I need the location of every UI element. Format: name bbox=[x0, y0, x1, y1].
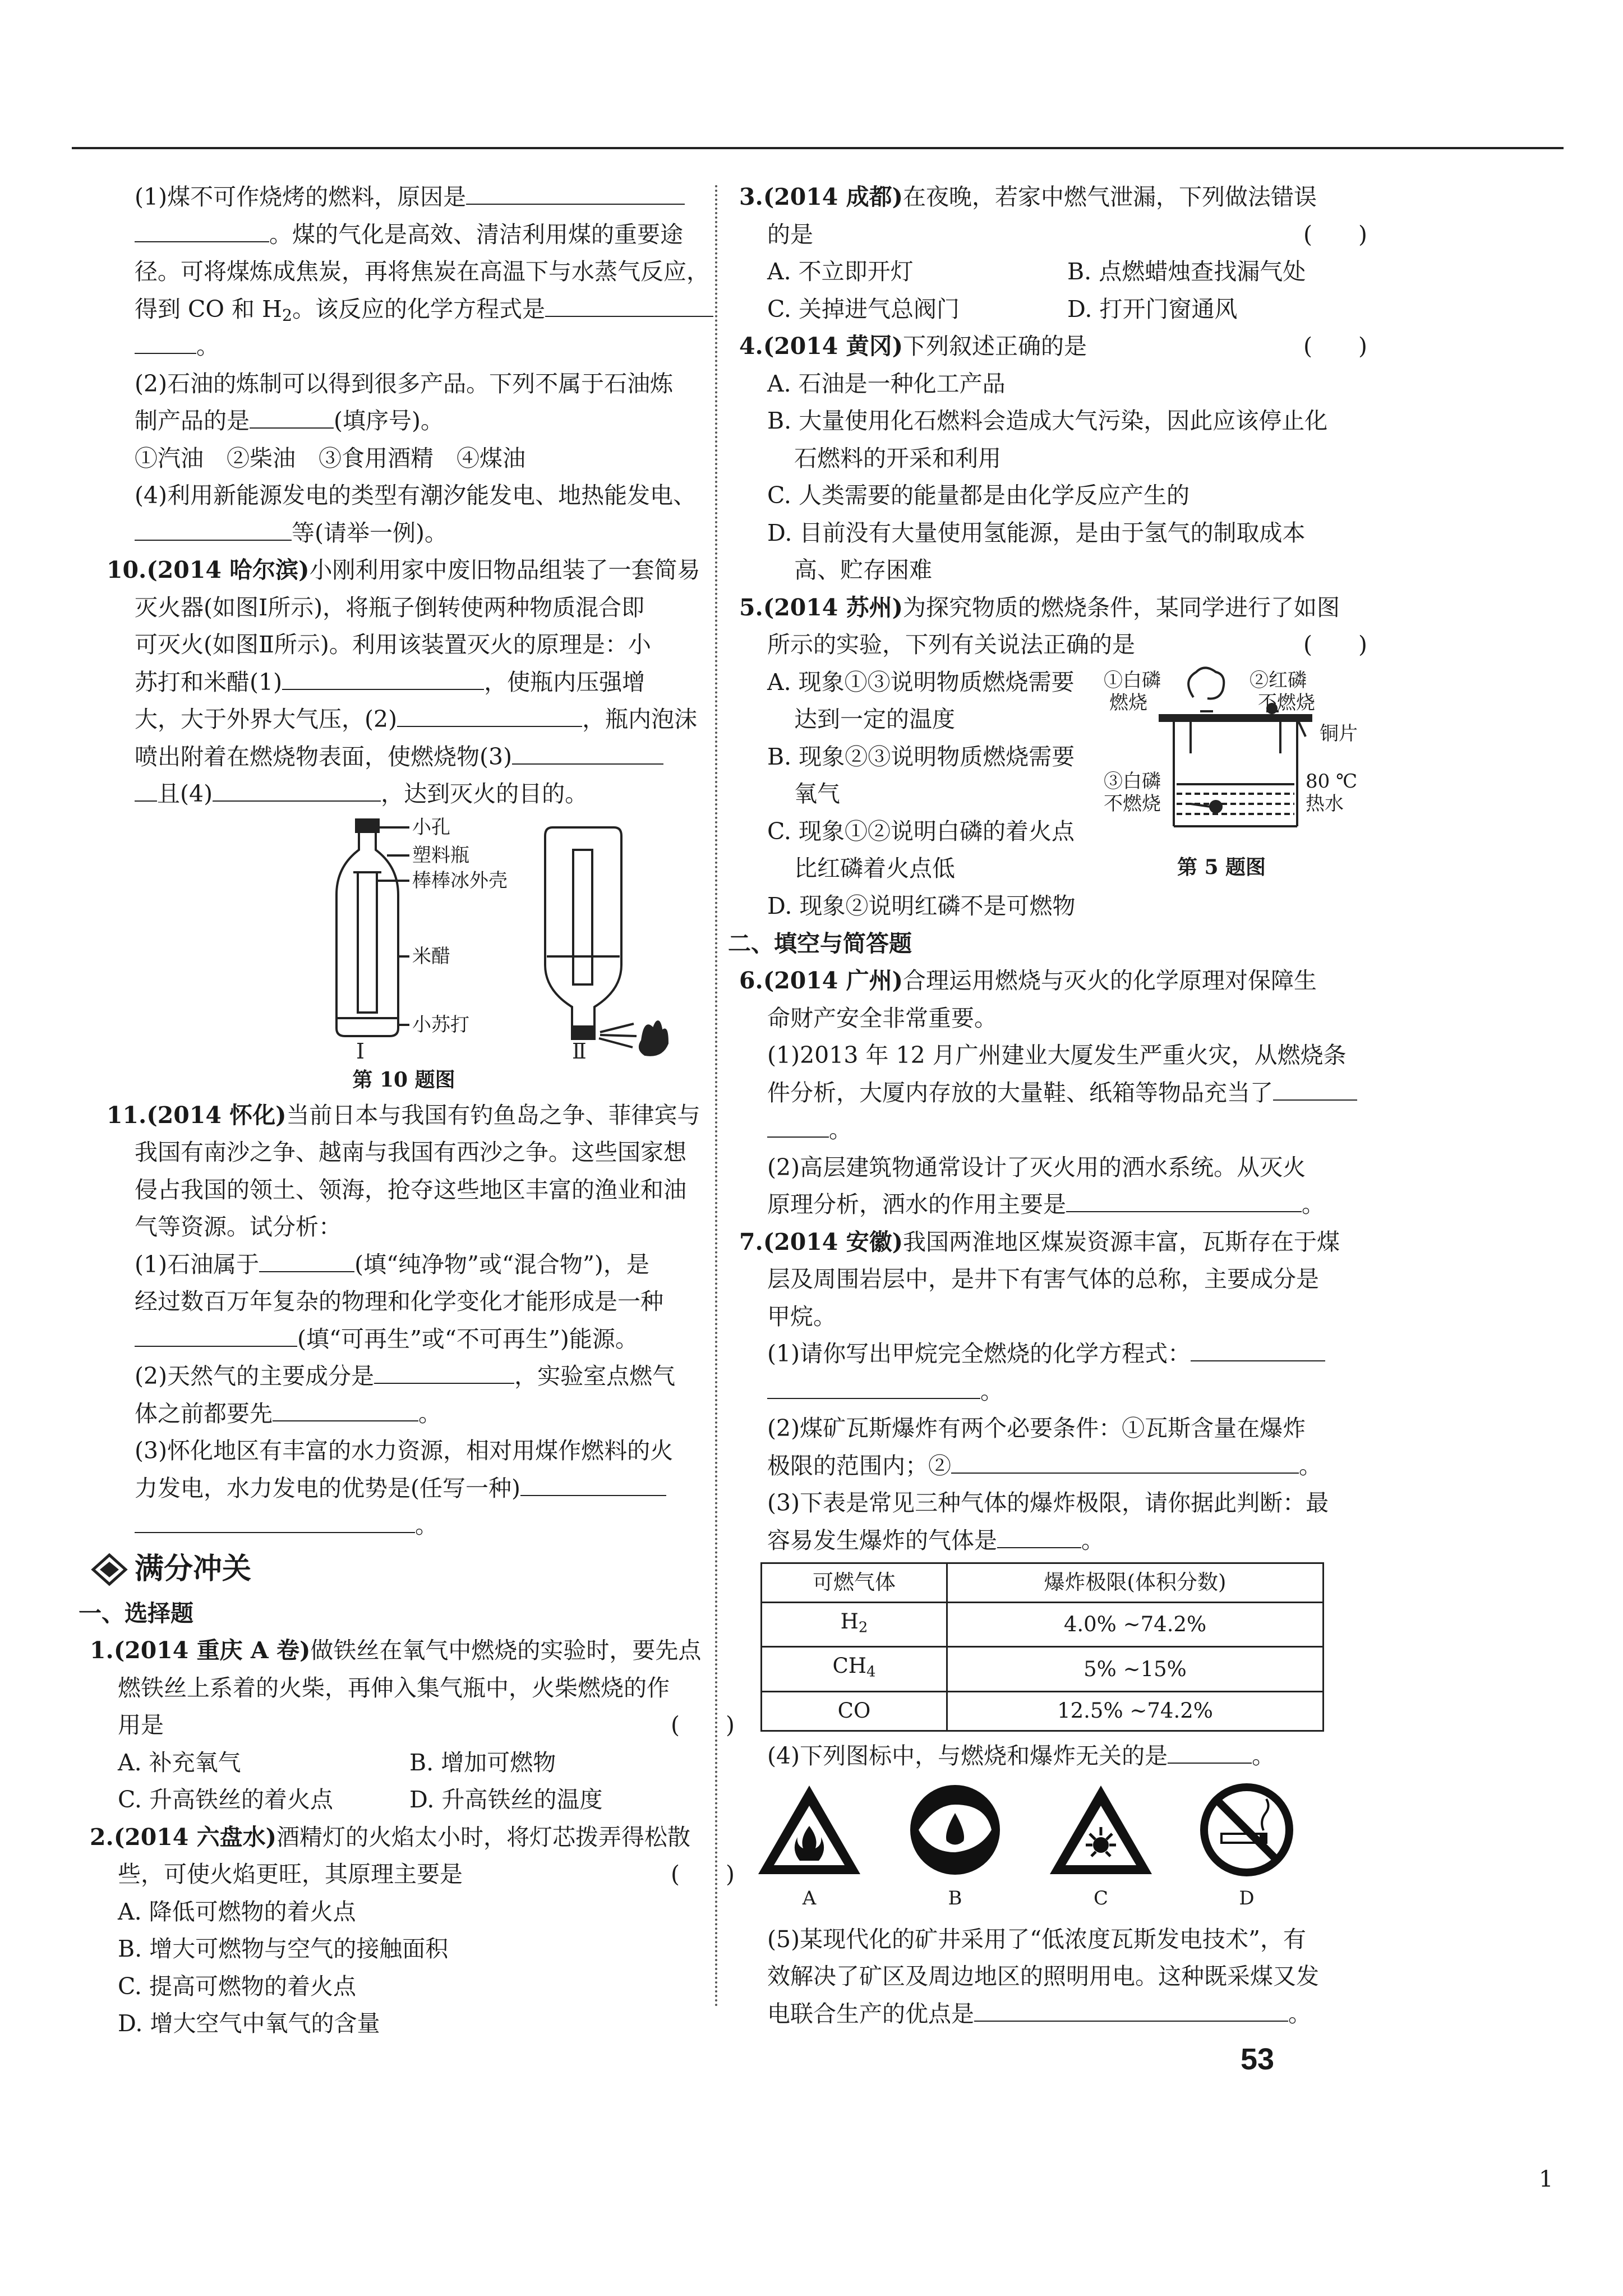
mc2-line: 些，可使火焰更旺，其原理主要是 bbox=[118, 1861, 463, 1888]
question-7 bbox=[739, 1223, 1367, 2033]
answer-blank[interactable] bbox=[273, 1398, 418, 1421]
q7-line: 容易发生爆炸的气体是 bbox=[767, 1526, 997, 1554]
sign-label: A bbox=[802, 1887, 817, 1910]
answer-blank[interactable] bbox=[259, 1249, 354, 1272]
q6-line: (2)高层建筑物通常设计了灭火用的洒水系统。从灭火 bbox=[767, 1153, 1306, 1181]
option-b[interactable]: B. 增加可燃物 bbox=[409, 1749, 556, 1776]
q7-line: 极限的范围内；② bbox=[767, 1452, 951, 1479]
q9-line: (填序号)。 bbox=[334, 407, 444, 434]
figure-10-caption: 第 10 题图 bbox=[352, 1068, 455, 1092]
figure-5-caption: 第 5 题图 bbox=[1177, 855, 1266, 879]
label-not-burning: 不燃烧 bbox=[1104, 792, 1161, 815]
option-b[interactable]: B. 增大可燃物与空气的接触面积 bbox=[118, 1935, 449, 1962]
option-d[interactable]: D. 升高铁丝的温度 bbox=[409, 1786, 603, 1813]
section-heading-choice: 一、选择题 bbox=[79, 1599, 193, 1627]
q11-line: (填“纯净物”或“混合物”)，是 bbox=[354, 1250, 649, 1278]
question-source: (2014 怀化) bbox=[146, 1101, 287, 1129]
label-white-phosphorus-burning: ①白磷 bbox=[1104, 669, 1161, 692]
corner-page-number: 1 bbox=[1539, 2166, 1553, 2192]
option-b-continued: 氧气 bbox=[794, 780, 840, 807]
q6-line: 命财产安全非常重要。 bbox=[767, 1004, 997, 1032]
header-rule bbox=[72, 147, 1564, 149]
question-source: (2014 六盘水) bbox=[113, 1823, 276, 1851]
answer-blank[interactable] bbox=[135, 219, 269, 242]
answer-blank[interactable] bbox=[767, 1114, 829, 1138]
question-number: 2. bbox=[90, 1823, 114, 1851]
figure-label-II: Ⅱ bbox=[572, 1038, 587, 1063]
q11-line: 。 bbox=[418, 1400, 441, 1427]
option-a[interactable]: A. 石油是一种化工产品 bbox=[767, 370, 1006, 397]
section-banner bbox=[90, 1544, 701, 1595]
q7-line: (5)某现代化的矿井采用了“低浓度瓦斯发电技术”，有 bbox=[767, 1925, 1306, 1953]
mc1-line: 做铁丝在氧气中燃烧的实验时，要先点 bbox=[310, 1637, 702, 1664]
answer-paren[interactable]: ( ) bbox=[1303, 631, 1367, 658]
q9-line: (4)利用新能源发电的类型有潮汐能发电、地热能发电、 bbox=[135, 482, 697, 509]
option-b[interactable]: B. 大量使用化石燃料会造成大气污染，因此应该停止化 bbox=[767, 407, 1328, 434]
label-hot-water: 热水 bbox=[1306, 792, 1344, 815]
question-source: (2014 重庆 A 卷) bbox=[113, 1637, 311, 1664]
mc1-line: 燃铁丝上系着的火柴，再伸入集气瓶中，火柴燃烧的作 bbox=[118, 1674, 670, 1701]
q11-line: 经过数百万年复杂的物理和化学变化才能形成是一种 bbox=[135, 1288, 663, 1315]
q10-line: 小刚利用家中废旧物品组装了一套简易 bbox=[309, 556, 700, 583]
q11-line: 我国有南沙之争、越南与我国有西沙之争。这些国家想 bbox=[135, 1139, 686, 1166]
option-d[interactable]: D. 现象②说明红磷不是可燃物 bbox=[767, 892, 1076, 919]
answer-blank[interactable] bbox=[250, 405, 334, 429]
question-number: 4. bbox=[739, 333, 763, 360]
q7-line: 甲烷。 bbox=[767, 1303, 836, 1330]
q11-line: 。 bbox=[415, 1512, 438, 1539]
mc3-line: 的是 bbox=[767, 220, 813, 248]
option-a[interactable]: A. 不立即开灯 bbox=[767, 258, 914, 285]
q9-line: 等(请举一例)。 bbox=[292, 519, 448, 546]
answer-blank[interactable] bbox=[1066, 1189, 1302, 1212]
option-a[interactable]: A. 现象①③说明物质燃烧需要 bbox=[767, 668, 1075, 696]
explosion-limit-table bbox=[760, 1562, 1324, 1732]
option-b-continued: 石燃料的开采和利用 bbox=[794, 444, 1001, 472]
question-number: 1. bbox=[90, 1637, 114, 1664]
q10-line: 灭火器(如图Ⅰ所示)，将瓶子倒转使两种物质混合即 bbox=[135, 593, 645, 621]
label-white-phosphorus-water: ③白磷 bbox=[1104, 770, 1161, 793]
answer-blank[interactable] bbox=[397, 703, 582, 727]
label-plastic-bottle: 塑料瓶 bbox=[412, 844, 469, 867]
subscript: 2 bbox=[858, 1618, 868, 1636]
table-cell bbox=[762, 1602, 947, 1647]
answer-blank[interactable] bbox=[1168, 1740, 1252, 1764]
q7-line: 电联合生产的优点是 bbox=[767, 2000, 974, 2027]
answer-blank[interactable] bbox=[974, 1998, 1288, 2022]
sign-label: D bbox=[1239, 1887, 1255, 1910]
q6-line: 。 bbox=[1302, 1191, 1325, 1218]
option-d[interactable]: D. 目前没有大量使用氢能源，是由于氢气的制取成本 bbox=[767, 519, 1306, 546]
option-c[interactable]: C. 升高铁丝的着火点 bbox=[118, 1786, 333, 1813]
q6-line: 。 bbox=[829, 1116, 852, 1143]
no-smoking-icon bbox=[1193, 1782, 1300, 1878]
answer-paren[interactable]: ( ) bbox=[1303, 333, 1367, 360]
question-6 bbox=[739, 962, 1367, 1223]
q10-line: 可灭火(如图Ⅱ所示)。利用该装置灭火的原理是：小 bbox=[135, 631, 651, 658]
mc-question-2 bbox=[90, 1819, 735, 2042]
mc2-line: 酒精灯的火焰太小时，将灯芯拨弄得松散 bbox=[276, 1823, 690, 1851]
table-header: 爆炸极限(体积分数) bbox=[947, 1563, 1324, 1603]
gas-formula: H bbox=[840, 1609, 859, 1634]
mc4-line: 下列叙述正确的是 bbox=[903, 333, 1087, 360]
mc-question-3 bbox=[739, 178, 1367, 328]
subscript: 2 bbox=[282, 305, 293, 325]
section-heading-fill: 二、填空与简答题 bbox=[728, 930, 912, 957]
water-saving-icon bbox=[902, 1782, 1008, 1878]
q6-line: 合理运用燃烧与灭火的化学原理对保障生 bbox=[903, 967, 1317, 994]
figure-5 bbox=[1104, 664, 1373, 888]
sign-label: C bbox=[1093, 1887, 1108, 1910]
answer-blank[interactable] bbox=[135, 517, 292, 541]
table-row bbox=[762, 1647, 1324, 1692]
q10-line: 喷出附着在燃烧物表面，使燃烧物(3) bbox=[135, 743, 513, 770]
sign-c[interactable] bbox=[1048, 1782, 1154, 1917]
table-cell: CO bbox=[762, 1692, 947, 1731]
answer-blank[interactable] bbox=[951, 1450, 1299, 1474]
question-number: 10. bbox=[107, 556, 147, 583]
label-baking-soda: 小苏打 bbox=[412, 1013, 469, 1036]
option-c[interactable]: C. 提高可燃物的着火点 bbox=[118, 1972, 356, 2000]
diamond-badge-icon bbox=[90, 1553, 129, 1586]
q10-line: ，达到灭火的目的。 bbox=[381, 780, 588, 807]
label-small-hole: 小孔 bbox=[412, 816, 450, 839]
sign-b[interactable] bbox=[902, 1782, 1008, 1917]
q7-line: (2)煤矿瓦斯爆炸有两个必要条件：①瓦斯含量在爆炸 bbox=[767, 1415, 1306, 1442]
answer-blank[interactable] bbox=[135, 1323, 297, 1347]
table-cell: 5% ~15% bbox=[947, 1647, 1324, 1692]
figure-label-I: Ⅰ bbox=[356, 1038, 365, 1063]
answer-blank[interactable] bbox=[135, 778, 157, 802]
left-column bbox=[79, 178, 735, 2042]
question-number: 6. bbox=[739, 967, 763, 994]
q6-line: 件分析，大厦内存放的大量鞋、纸箱等物品充当了 bbox=[767, 1079, 1273, 1106]
q11-line: (3)怀化地区有丰富的水力资源，相对用煤作燃料的火 bbox=[135, 1437, 674, 1464]
safety-signs bbox=[756, 1782, 1367, 1917]
q9-line: 制产品的是 bbox=[135, 407, 250, 434]
q10-line: 苏打和米醋(1) bbox=[135, 668, 283, 696]
option-a[interactable]: A. 降低可燃物的着火点 bbox=[118, 1898, 356, 1925]
right-column bbox=[728, 178, 1367, 2032]
q7-line: 层及周围岩层中，是井下有害气体的总称，主要成分是 bbox=[767, 1266, 1319, 1292]
mc-question-1 bbox=[90, 1632, 735, 1819]
answer-blank[interactable] bbox=[374, 1360, 514, 1384]
question-source: (2014 苏州) bbox=[763, 593, 903, 621]
mc5-line: 为探究物质的燃烧条件，某同学进行了如图 bbox=[903, 593, 1340, 621]
banner-title: 满分冲关 bbox=[135, 1552, 252, 1586]
answer-blank[interactable] bbox=[1191, 1338, 1325, 1361]
label-burning: 燃烧 bbox=[1109, 691, 1147, 714]
q7-line: 。 bbox=[980, 1377, 1003, 1405]
question-10 bbox=[107, 551, 701, 1097]
figure-10 bbox=[107, 816, 701, 1063]
sign-label: B bbox=[948, 1887, 962, 1910]
q9-line: 。煤的气化是高效、清洁利用煤的重要途 bbox=[269, 220, 683, 248]
question-source: (2014 哈尔滨) bbox=[146, 556, 310, 583]
q9-options: ①汽油 ②柴油 ③食用酒精 ④煤油 bbox=[135, 444, 525, 472]
q9-line: (2)石油的炼制可以得到很多产品。下列不属于石油炼 bbox=[135, 370, 674, 397]
table-header-row bbox=[762, 1563, 1324, 1603]
flammable-warning-icon bbox=[756, 1782, 863, 1878]
mc3-line: 在夜晚，若家中燃气泄漏，下列做法错误 bbox=[903, 183, 1317, 210]
q9-line: 。该反应的化学方程式是 bbox=[292, 295, 546, 323]
answer-paren[interactable]: ( ) bbox=[1303, 220, 1367, 248]
q7-line: 。 bbox=[1299, 1452, 1322, 1479]
mc5-line: 所示的实验，下列有关说法正确的是 bbox=[767, 631, 1135, 658]
answer-blank[interactable] bbox=[520, 1473, 666, 1496]
q10-line: ，瓶内泡沫 bbox=[582, 706, 698, 733]
label-vinegar: 米醋 bbox=[412, 945, 450, 968]
answer-blank[interactable] bbox=[135, 1510, 415, 1533]
extinguisher-diagram bbox=[107, 816, 673, 1063]
mc-question-5 bbox=[739, 589, 1367, 925]
question-source: (2014 安徽) bbox=[763, 1228, 903, 1255]
answer-paren[interactable]: ( ) bbox=[671, 1861, 735, 1888]
question-source: (2014 广州) bbox=[763, 967, 903, 994]
table-cell bbox=[762, 1647, 947, 1692]
sign-d[interactable] bbox=[1193, 1782, 1300, 1917]
option-a-continued: 达到一定的温度 bbox=[794, 706, 955, 733]
q11-line: (1)石油属于 bbox=[135, 1250, 260, 1278]
label-red-phosphorus: ②红磷 bbox=[1249, 669, 1307, 692]
option-c[interactable]: C. 人类需要的能量都是由化学反应产生的 bbox=[767, 482, 1189, 509]
option-d[interactable]: D. 增大空气中氧气的含量 bbox=[118, 2010, 380, 2037]
q9-line: 径。可将煤炼成焦炭，再将焦炭在高温下与水蒸气反应， bbox=[135, 258, 709, 285]
option-b[interactable]: B. 点燃蜡烛查找漏气处 bbox=[1067, 258, 1306, 285]
question-number: 7. bbox=[739, 1228, 763, 1255]
q11-line: 力发电，水力发电的优势是(任写一种) bbox=[135, 1474, 520, 1502]
option-c[interactable]: C. 现象①②说明白磷的着火点 bbox=[767, 817, 1075, 845]
question-number: 11. bbox=[107, 1101, 147, 1129]
question-source: (2014 黄冈) bbox=[763, 333, 903, 360]
q11-line: 气等资源。试分析： bbox=[135, 1213, 342, 1240]
q9-line: 得到 CO 和 H bbox=[135, 295, 282, 323]
table-row bbox=[762, 1602, 1324, 1647]
label-popsicle-shell: 棒棒冰外壳 bbox=[412, 869, 508, 892]
answer-blank[interactable] bbox=[545, 293, 713, 317]
answer-blank[interactable] bbox=[213, 778, 381, 802]
q11-line: ，实验室点燃气 bbox=[514, 1363, 676, 1389]
q10-line: ，使瓶内压强增 bbox=[484, 668, 645, 696]
q7-line: 我国两淮地区煤炭资源丰富，瓦斯存在于煤 bbox=[903, 1228, 1340, 1255]
gas-formula: CH bbox=[832, 1654, 867, 1678]
question-source: (2014 成都) bbox=[763, 183, 903, 210]
q11-line: (填“可再生”或“不可再生”)能源。 bbox=[297, 1325, 638, 1352]
table-cell: 12.5% ~74.2% bbox=[947, 1692, 1324, 1731]
label-copper-sheet: 铜片 bbox=[1320, 722, 1358, 745]
q7-line: (4)下列图标中，与燃烧和爆炸无关的是 bbox=[767, 1742, 1168, 1769]
option-c[interactable]: C. 关掉进气总阀门 bbox=[767, 295, 960, 323]
option-b[interactable]: B. 现象②③说明物质燃烧需要 bbox=[767, 743, 1075, 770]
table-cell: 4.0% ~74.2% bbox=[947, 1602, 1324, 1647]
q11-line: 体之前都要先 bbox=[135, 1400, 273, 1427]
question-9-continued bbox=[135, 178, 709, 551]
option-a[interactable]: A. 补充氧气 bbox=[118, 1749, 241, 1776]
answer-blank[interactable] bbox=[135, 330, 196, 354]
q11-line: (2)天然气的主要成分是 bbox=[135, 1363, 375, 1389]
answer-blank[interactable] bbox=[767, 1375, 980, 1399]
q6-line: (1)2013 年 12 月广州建业大厦发生严重火灾，从燃烧条 bbox=[767, 1042, 1347, 1069]
answer-blank[interactable] bbox=[282, 666, 484, 690]
answer-blank[interactable] bbox=[997, 1525, 1081, 1548]
q11-line: 当前日本与我国有钓鱼岛之争、菲律宾与 bbox=[286, 1101, 700, 1129]
q7-line: 。 bbox=[1252, 1742, 1275, 1769]
label-not-burning: 不燃烧 bbox=[1258, 691, 1315, 714]
q7-line: (3)下表是常见三种气体的爆炸极限，请你据此判断：最 bbox=[767, 1489, 1329, 1516]
question-number: 3. bbox=[739, 183, 763, 210]
option-d-continued: 高、贮存困难 bbox=[794, 556, 932, 583]
explosive-warning-icon bbox=[1048, 1782, 1154, 1878]
q7-line: (1)请你写出甲烷完全燃烧的化学方程式： bbox=[767, 1340, 1191, 1367]
q10-line: 大，大于外界大气压，(2) bbox=[135, 706, 398, 733]
q7-line: 。 bbox=[1288, 2000, 1311, 2027]
q6-line: 原理分析，洒水的作用主要是 bbox=[767, 1191, 1066, 1218]
answer-blank[interactable] bbox=[512, 741, 663, 765]
label-temperature: 80 ℃ bbox=[1306, 770, 1358, 793]
option-d[interactable]: D. 打开门窗通风 bbox=[1067, 295, 1238, 323]
q11-line: 侵占我国的领土、领海，抢夺这些地区丰富的渔业和油 bbox=[135, 1176, 686, 1203]
page-number: 53 bbox=[1241, 2042, 1275, 2076]
q9-line: 。 bbox=[196, 333, 219, 360]
table-header: 可燃气体 bbox=[762, 1563, 947, 1603]
q9-line: (1)煤不可作烧烤的燃料，原因是 bbox=[135, 183, 467, 210]
question-11 bbox=[107, 1097, 701, 1544]
mc-question-4 bbox=[739, 328, 1367, 589]
q10-line: 且(4) bbox=[157, 780, 213, 807]
answer-paren[interactable]: ( ) bbox=[671, 1711, 735, 1738]
sign-a[interactable] bbox=[756, 1782, 863, 1917]
table-row bbox=[762, 1692, 1324, 1731]
mc1-line: 用是 bbox=[118, 1711, 164, 1738]
option-c-continued: 比红磷着火点低 bbox=[794, 855, 955, 882]
question-number: 5. bbox=[739, 593, 763, 621]
q7-line: 。 bbox=[1081, 1526, 1104, 1554]
q7-line: 效解决了矿区及周边地区的照明用电。这种既采煤又发 bbox=[767, 1963, 1319, 1990]
subscript: 4 bbox=[866, 1663, 876, 1681]
answer-blank[interactable] bbox=[1273, 1077, 1357, 1101]
answer-blank[interactable] bbox=[466, 181, 685, 205]
